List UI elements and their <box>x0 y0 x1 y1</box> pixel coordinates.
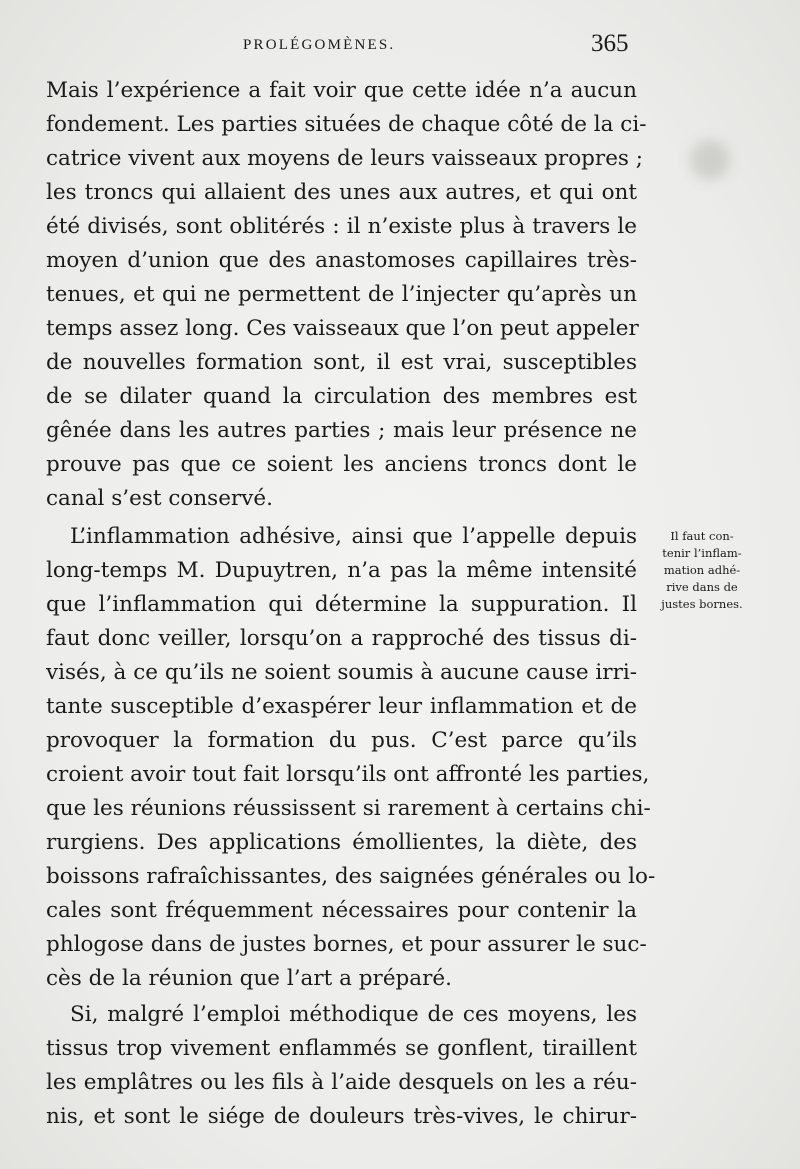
text-line: que l’inflammation qui détermine la suppuration. Il <box>46 592 637 617</box>
text-line: canal s’est conservé. <box>46 486 273 511</box>
marginal-note-line: rive dans de <box>666 580 738 594</box>
text-line: phlogose dans de justes bornes, et pour assurer le suc- <box>46 932 647 957</box>
text-line: catrice vivent aux moyens de leurs vaisseaux propres ; <box>46 146 644 171</box>
text-line: croient avoir tout fait lorsqu’ils ont affronté les parties, <box>46 762 650 787</box>
text-line: que les réunions réussissent si rarement à certains chi- <box>46 796 651 821</box>
text-line: prouve pas que ce soient les anciens troncs dont le <box>46 452 637 477</box>
text-line: Si, malgré l’emploi méthodique de ces moyens, les <box>70 1002 637 1027</box>
marginal-note-line: mation adhé- <box>663 563 741 577</box>
text-line: boissons rafraîchissantes, des saignées générales ou lo- <box>46 864 656 889</box>
text-line: Mais l’expérience a fait voir que cette idée n’a aucun <box>46 78 637 103</box>
text-line: provoquer la formation du pus. C’est parce qu’ils <box>46 728 637 753</box>
text-line: visés, à ce qu’ils ne soient soumis à aucune cause irri- <box>46 660 637 685</box>
text-line: de nouvelles formation sont, il est vrai, susceptibles <box>46 350 637 375</box>
text-line: temps assez long. Ces vaisseaux que l’on peut appeler <box>46 316 639 341</box>
text-line: tenues, et qui ne permettent de l’injecter qu’après un <box>46 282 637 307</box>
marginal-note <box>648 528 756 613</box>
text-line: fondement. Les parties situées de chaque côté de la ci- <box>46 112 647 137</box>
marginal-note-line: Il faut con- <box>670 529 734 543</box>
text-line: faut donc veiller, lorsqu’on a rapproché des tissus di- <box>46 626 637 651</box>
text-line: été divisés, sont oblitérés : il n’existe plus à travers le <box>46 214 637 239</box>
text-line: les troncs qui allaient des unes aux autres, et qui ont <box>46 180 637 205</box>
page-stain <box>690 140 730 180</box>
text-line: gênée dans les autres parties ; mais leur présence ne <box>46 418 637 443</box>
text-line: nis, et sont le siége de douleurs très-vives, le chirur- <box>46 1104 637 1129</box>
text-line: tante susceptible d’exaspérer leur inflammation et de <box>46 694 637 719</box>
marginal-note-line: tenir l’inflam- <box>662 546 742 560</box>
text-line: cès de la réunion que l’art a préparé. <box>46 966 452 991</box>
marginal-note-line: justes bornes. <box>661 597 743 611</box>
text-line: rurgiens. Des applications émollientes, la diète, des <box>46 830 637 855</box>
text-line: L’inflammation adhésive, ainsi que l’appelle depuis <box>70 524 637 549</box>
text-line: long-temps M. Dupuytren, n’a pas la même intensité <box>46 558 637 583</box>
text-line: de se dilater quand la circulation des membres est <box>46 384 637 409</box>
running-title: PROLÉGOMÈNES. <box>243 37 396 53</box>
text-line: cales sont fréquemment nécessaires pour contenir la <box>46 898 637 923</box>
text-line: tissus trop vivement enflammés se gonflent, tiraillent <box>46 1036 637 1061</box>
page-number: 365 <box>591 30 629 57</box>
text-line: les emplâtres ou les fils à l’aide desquels on les a réu- <box>46 1070 637 1095</box>
text-line: moyen d’union que des anastomoses capillaires très- <box>46 248 637 273</box>
